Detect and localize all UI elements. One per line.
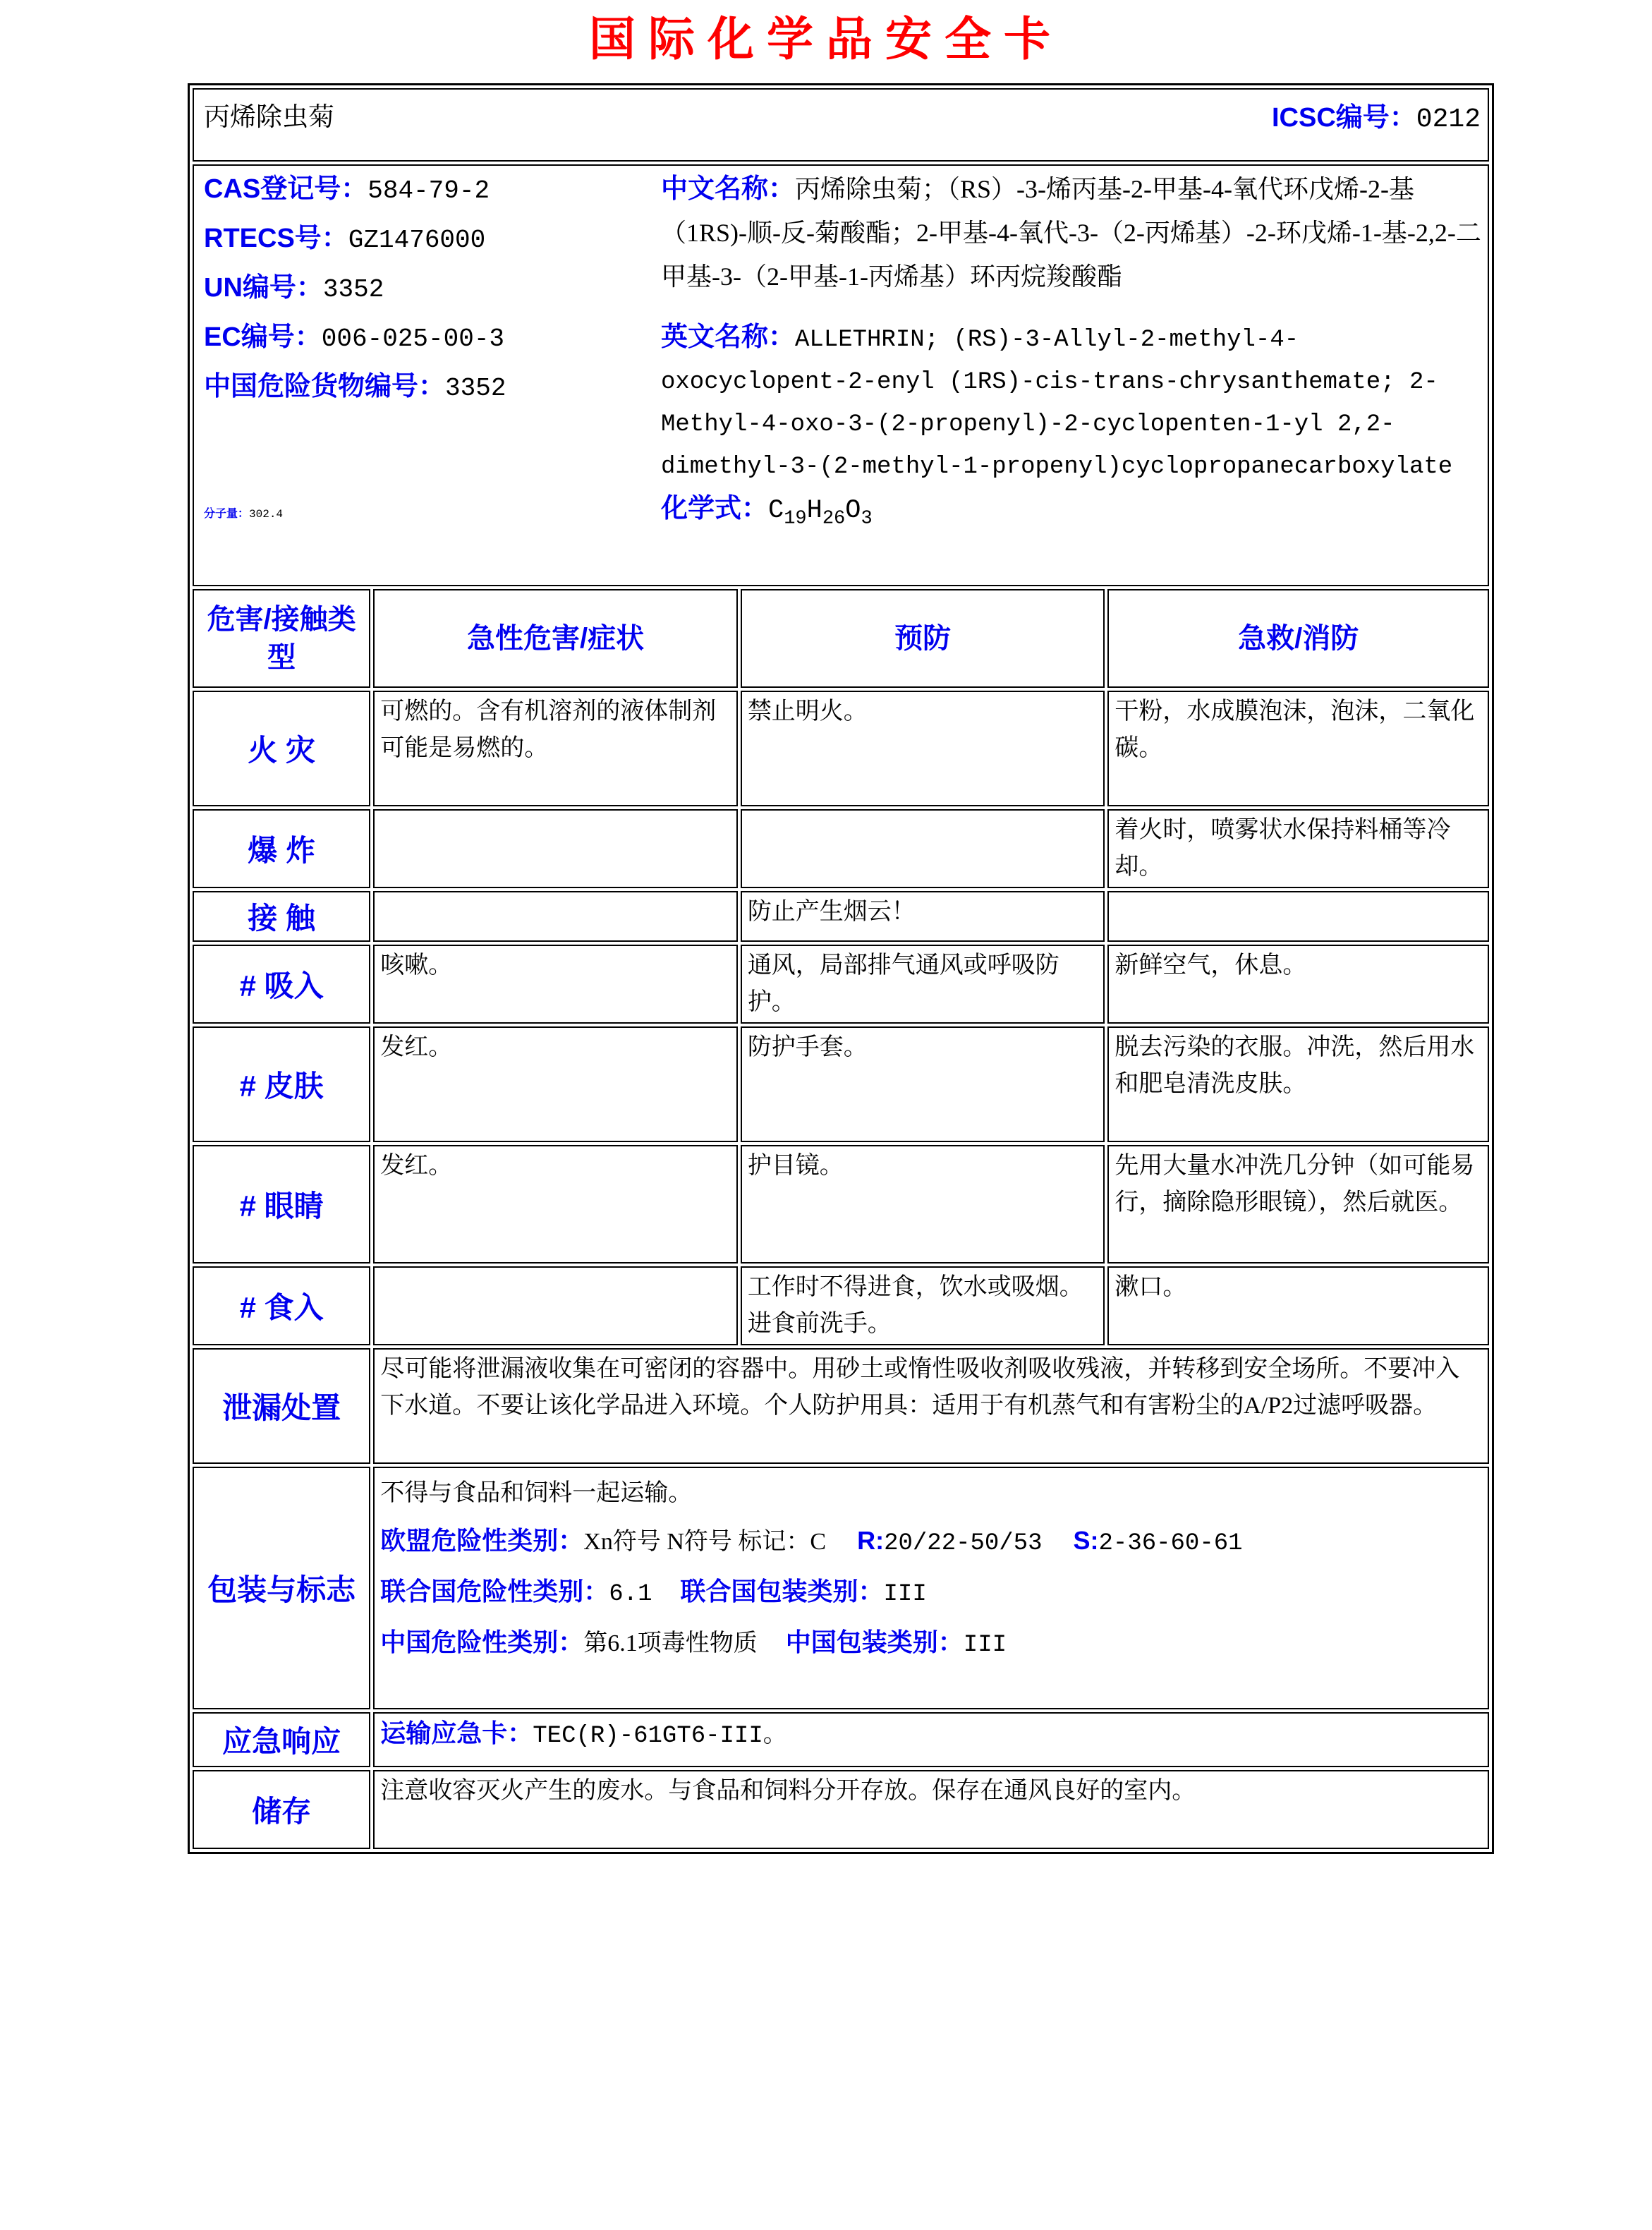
- table-row-ingestion: [193, 1266, 1489, 1345]
- un-pack-label: 联合国包装类别：: [680, 1577, 884, 1606]
- un-label: UN编号：: [204, 273, 323, 303]
- chinese-name-value: 丙烯除虫菊；（RS）-3-烯丙基-2-甲基-4-氧代环戊烯-2-基（1RS)-顺-反-菊酸酯；2-甲基-4-氧代-3-（2-丙烯基）-2-环戊烯-1-基-2,2-二甲基-3-（2-甲基-1-丙烯基）环丙烷羧酸酯: [661, 175, 1481, 291]
- chinese-name-block: [661, 167, 1483, 298]
- contact-prevention: 防止产生烟云！: [741, 891, 1105, 942]
- header-first-aid: 急救/消防: [1107, 589, 1489, 688]
- ingestion-symptoms: [373, 1266, 738, 1345]
- s-phrases-value: 2-36-60-61: [1098, 1530, 1243, 1557]
- chemical-formula-value: $C_{19}H_{26}O_3$: [768, 496, 873, 530]
- icsc-number: 0212: [1416, 104, 1481, 135]
- row-label-inhalation: # 吸入: [193, 945, 370, 1024]
- row-label-contact: 接 触: [193, 891, 370, 942]
- storage-text: 注意收容灭火产生的废水。与食品和饲料分开存放。保存在通风良好的室内。: [373, 1770, 1489, 1849]
- skin-response: 脱去污染的衣服。冲洗，然后用水和肥皂清洗皮肤。: [1107, 1026, 1489, 1142]
- english-name-value: ALLETHRIN; (RS)-3-Allyl-2-methyl-4-oxocyclopent-2-enyl (1RS)-cis-trans-chrysanthemate; 2-Methyl-4-oxo-3-(2-propenyl)-2-cyclopenten-1-yl 2,2-dimethyl-3-(2-methyl-1-propenyl)cyclopropanecarboxylate: [661, 327, 1453, 480]
- packaging-eu-line: [380, 1517, 1482, 1568]
- table-row-packaging: [193, 1467, 1489, 1709]
- eyes-symptoms: 发红。: [373, 1145, 738, 1264]
- formula-line: [661, 487, 1483, 535]
- un-pack-value: III: [883, 1581, 927, 1608]
- inhalation-prevention: 通风，局部排气通风或呼吸防护。: [741, 945, 1105, 1024]
- rtecs-number-line: [204, 217, 661, 266]
- table-row-spill: [193, 1348, 1489, 1464]
- table-row-skin: [193, 1026, 1489, 1142]
- rtecs-label: RTECS号：: [204, 224, 348, 253]
- ingestion-prevention: 工作时不得进食，饮水或吸烟。进食前洗手。: [741, 1266, 1105, 1345]
- explosion-symptoms: [373, 809, 738, 888]
- molecular-weight-line: [204, 493, 661, 535]
- row-label-spill: 泄漏处置: [193, 1348, 370, 1464]
- header-hazard-type: 危害/接触类型: [193, 589, 370, 688]
- spill-text: 尽可能将泄漏液收集在可密闭的容器中。用砂土或惰性吸收剂吸收残液，并转移到安全场所。不要冲入下水道。不要让该化学品进入环境。个人防护用具：适用于有机蒸气和有害粉尘的A/P2过滤呼吸器。: [373, 1348, 1489, 1464]
- explosion-prevention: [741, 809, 1105, 888]
- un-class-value: 6.1: [609, 1581, 652, 1608]
- table-row-emergency: [193, 1712, 1489, 1767]
- packaging-un-line: [380, 1568, 1482, 1618]
- table-row-contact: [193, 891, 1489, 942]
- contact-response: [1107, 891, 1489, 942]
- cn-class-label: 中国危险性类别：: [380, 1628, 584, 1656]
- ec-number-line: [204, 315, 661, 365]
- eu-class-label: 欧盟危险性类别：: [380, 1526, 584, 1555]
- china-dg-value: 3352: [445, 374, 506, 403]
- row-label-fire: 火 灾: [193, 691, 370, 806]
- header-acute-symptoms: 急性危害/症状: [373, 589, 738, 688]
- skin-symptoms: 发红。: [373, 1026, 738, 1142]
- table-row-inhalation: [193, 945, 1489, 1024]
- transport-card-label: 运输应急卡：: [380, 1719, 533, 1747]
- explosion-response: 着火时，喷雾状水保持料桶等冷却。: [1107, 809, 1489, 888]
- cn-class-value: 第6.1项毒性物质: [583, 1630, 758, 1656]
- chinese-name-label: 中文名称：: [661, 174, 796, 204]
- eyes-response: 先用大量水冲洗几分钟（如可能易行，摘除隐形眼镜），然后就医。: [1107, 1145, 1489, 1264]
- transport-card-value: TEC(R)-61GT6-III。: [533, 1723, 787, 1750]
- ingestion-response: 漱口。: [1107, 1266, 1489, 1345]
- packaging-cn-line: [380, 1618, 1482, 1669]
- row-label-storage: 储存: [193, 1770, 370, 1849]
- identifiers-row: [193, 164, 1489, 586]
- r-phrases-label: R:: [857, 1526, 885, 1555]
- name-row: [193, 88, 1489, 162]
- rtecs-value: GZ1476000: [348, 226, 486, 255]
- cas-number-line: [204, 167, 661, 217]
- table-row-explosion: [193, 809, 1489, 888]
- molecular-weight-label: 分子量：: [204, 508, 250, 520]
- eyes-prevention: 护目镜。: [741, 1145, 1105, 1264]
- row-label-skin: # 皮肤: [193, 1026, 370, 1142]
- cas-value: 584-79-2: [368, 176, 490, 205]
- english-name-label: 英文名称：: [661, 322, 796, 352]
- table-row-eyes: [193, 1145, 1489, 1264]
- molecular-weight-value: 302.4: [249, 508, 284, 521]
- identifier-list: [204, 167, 661, 535]
- s-phrases-label: S:: [1073, 1526, 1099, 1555]
- china-dg-label: 中国危险货物编号：: [204, 372, 446, 401]
- eu-class-value: Xn符号 N符号 标记：C: [583, 1529, 827, 1555]
- r-phrases-value: 20/22-50/53: [884, 1530, 1043, 1557]
- fire-prevention: 禁止明火。: [741, 691, 1105, 806]
- contact-symptoms: [373, 891, 738, 942]
- fire-symptoms: 可燃的。含有机溶剂的液体制剂可能是易燃的。: [373, 691, 738, 806]
- un-number-line: [204, 266, 661, 315]
- page-title: 国际化学品安全卡: [589, 13, 1063, 65]
- hazard-header-row: [193, 589, 1489, 688]
- packaging-content: [373, 1467, 1489, 1709]
- cn-pack-label: 中国包装类别：: [785, 1628, 964, 1656]
- icsc-card-table: [188, 83, 1494, 1854]
- emergency-content: [373, 1712, 1489, 1767]
- chemical-formula-label: 化学式：: [661, 494, 769, 523]
- row-label-emergency: 应急响应: [193, 1712, 370, 1767]
- table-row-fire: [193, 691, 1489, 806]
- substance-name: 丙烯除虫菊: [204, 103, 334, 132]
- row-label-eyes: # 眼睛: [193, 1145, 370, 1264]
- china-dg-number-line: [204, 365, 661, 414]
- un-class-label: 联合国危险性类别：: [380, 1577, 609, 1606]
- ec-label: EC编号：: [204, 322, 322, 352]
- packaging-transport-note: 不得与食品和饲料一起运输。: [380, 1480, 693, 1506]
- icsc-label: ICSC编号：: [1271, 103, 1416, 133]
- header-prevention: 预防: [741, 589, 1105, 688]
- english-name-block: [661, 317, 1483, 487]
- row-label-explosion: 爆 炸: [193, 809, 370, 888]
- inhalation-response: 新鲜空气，休息。: [1107, 945, 1489, 1024]
- row-label-ingestion: # 食入: [193, 1266, 370, 1345]
- cn-pack-value: III: [963, 1632, 1007, 1659]
- fire-response: 干粉，水成膜泡沫，泡沫，二氧化碳。: [1107, 691, 1489, 806]
- row-label-packaging: 包装与标志: [193, 1467, 370, 1709]
- ec-value: 006-025-00-3: [321, 325, 505, 353]
- skin-prevention: 防护手套。: [741, 1026, 1105, 1142]
- names-block: [661, 167, 1488, 535]
- cas-label: CAS登记号：: [204, 174, 368, 204]
- inhalation-symptoms: 咳嗽。: [373, 945, 738, 1024]
- table-row-storage: [193, 1770, 1489, 1849]
- icsc-number-group: [1272, 95, 1481, 135]
- un-value: 3352: [322, 275, 384, 304]
